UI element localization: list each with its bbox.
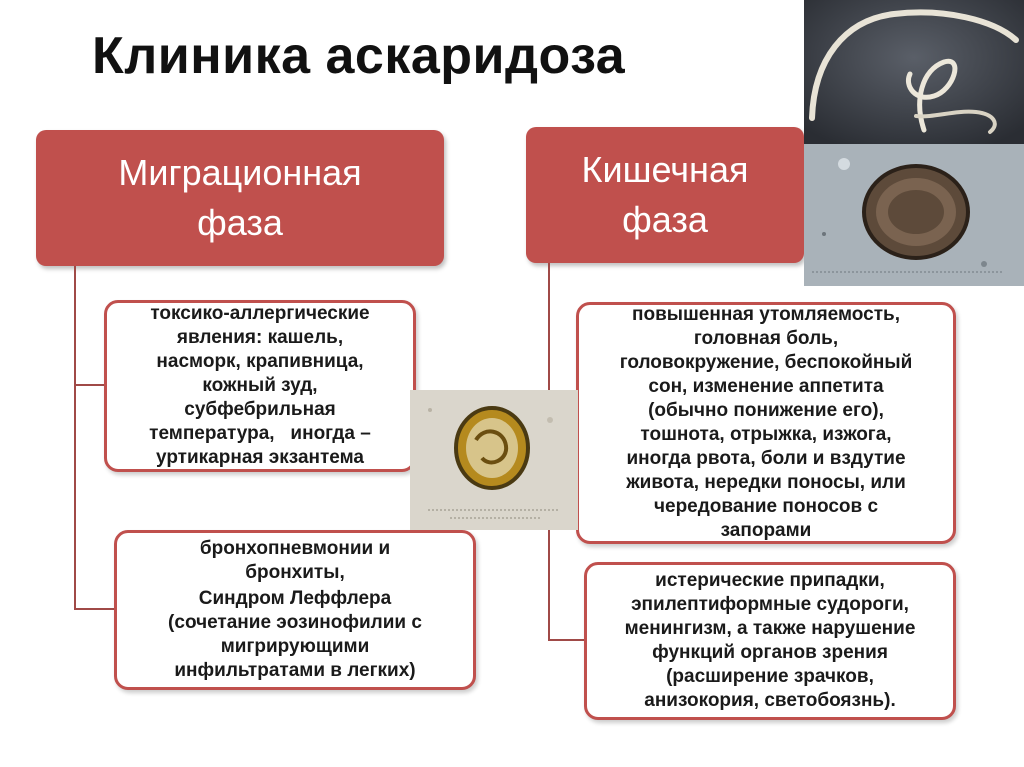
text-line: кожный зуд, — [202, 375, 318, 396]
text-line: менингизм, а также нарушение — [624, 618, 916, 639]
migration-phase-header — [36, 130, 444, 266]
page-title: Клиника аскаридоза — [92, 27, 626, 85]
text-line: явления: кашель, — [176, 327, 344, 348]
text-line: повышенная утомляемость, — [631, 304, 900, 325]
text-line: инфильтратами в легких) — [174, 660, 416, 681]
text-line: (сочетание эозинофилии с — [168, 612, 422, 633]
intestinal-phase-title: Кишечная — [581, 149, 749, 190]
text-line: головокружение, беспокойный — [619, 352, 913, 373]
text-line: насморк, крапивница, — [156, 351, 364, 372]
text-line: бронхиты, — [245, 562, 345, 583]
text-line: Синдром Леффлера — [198, 588, 392, 609]
text-line: функций органов зрения — [652, 642, 888, 663]
worm-illustration — [804, 0, 1024, 144]
migration-phase-subtitle: фаза — [197, 202, 283, 243]
text-line: сон, изменение аппетита — [648, 376, 884, 397]
text-line: живота, нередки поносы, или — [626, 472, 906, 493]
text-line: эпилептиформные судороги, — [631, 594, 909, 615]
migration-symptoms-box — [104, 300, 416, 472]
migration-lung-box — [114, 530, 476, 690]
migration-tree-branch-2 — [74, 608, 116, 610]
text-line: токсико-аллергические — [150, 303, 370, 324]
worm-photo — [804, 0, 1024, 144]
egg-illustration — [804, 144, 1024, 286]
migration-tree-branch-1 — [74, 384, 106, 386]
text-line: иногда рвота, боли и вздутие — [626, 448, 906, 469]
intestinal-phase-subtitle: фаза — [622, 199, 708, 240]
text-line: уртикарная экзантема — [156, 447, 364, 468]
mature-egg-illustration — [410, 390, 578, 530]
text-line: анизокория, светобоязнь). — [644, 690, 896, 711]
text-line: температура, иногда – — [149, 423, 371, 444]
egg-photo-right — [804, 144, 1024, 286]
text-line: (обычно понижение его), — [648, 400, 884, 421]
egg-photo-middle — [410, 390, 578, 530]
text-line: (расширение зрачков, — [666, 666, 874, 687]
text-line: мигрирующими — [220, 636, 370, 657]
migration-phase-title: Миграционная — [118, 152, 362, 193]
text-line: бронхопневмонии и — [199, 538, 391, 559]
intestinal-symptoms-box — [576, 302, 956, 544]
text-line: чередование поносов с — [653, 496, 879, 517]
text-line: субфебрильная — [184, 399, 336, 420]
text-line: тошнота, отрыжка, изжога, — [640, 424, 892, 445]
text-line: головная боль, — [693, 328, 839, 349]
intestinal-tree-branch-2 — [548, 639, 586, 641]
text-line: запорами — [720, 520, 812, 541]
intestinal-phase-header — [526, 127, 804, 263]
intestinal-neuro-box — [584, 562, 956, 720]
text-line: истерические припадки, — [655, 570, 885, 591]
migration-tree-trunk — [74, 266, 76, 610]
